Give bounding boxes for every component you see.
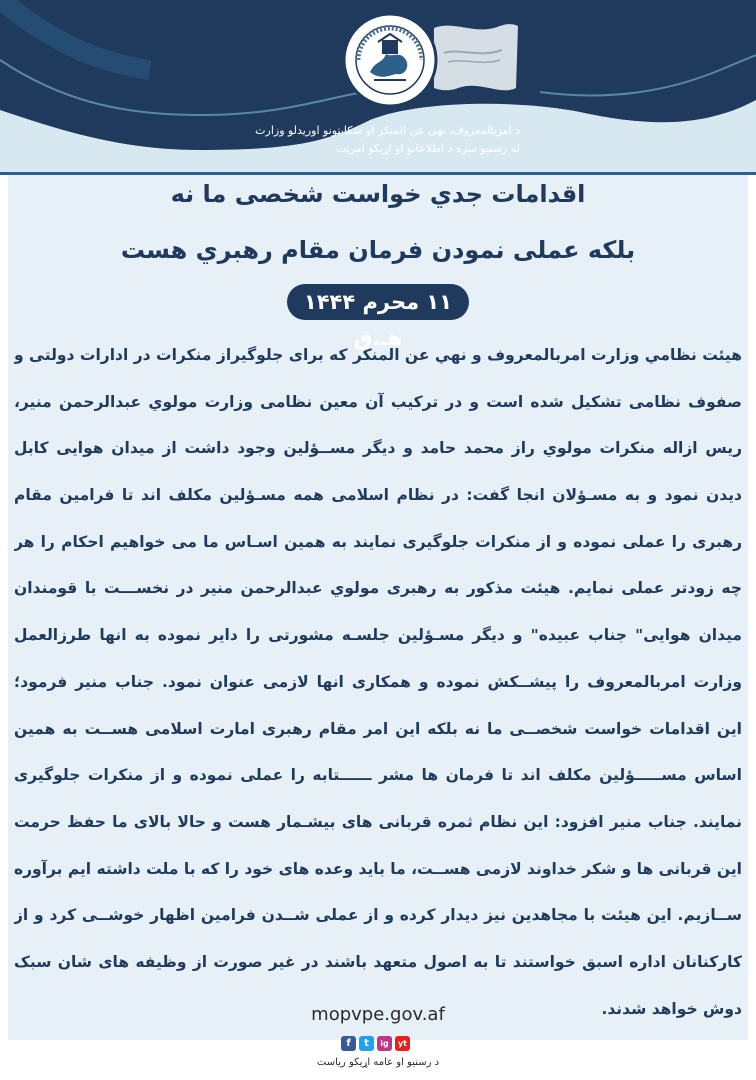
instagram-icon[interactable]: ig [377, 1036, 392, 1051]
article-line: ریس ازاله منکرات مولوي راز محمد حامد و دیگر مســؤلین وجود داشت از میدان هوایی کابل [14, 439, 742, 458]
article-line: نمایند. جناب منیر افزود: این نظام ثمره قربانی های بیشـمار هست و حالا بالای ما حفظ حرمت [14, 812, 742, 831]
twitter-icon[interactable]: t [359, 1036, 374, 1051]
article-line: چه زودتر عملی نمایم. هیئت مذکور به رهبری مولوي عبدالرحمن منیر در نخســـت با قومندان [14, 579, 742, 598]
article-line: این اقدامات خواست شخصــی ما نه بلکه این امر مقام رهبری امارت اسلامی هســت به همین [14, 719, 742, 738]
ministry-name: د امربالمعروف، نهی عن المنکر او شکایتونو اوریدلو وزارت [255, 124, 520, 137]
article-line: دوش خواهد شدند. [601, 999, 742, 1018]
article-line: دیدن نمود و به مسـؤلان انجا گفت: در نظام اسلامی همه مسـؤلین مکلف اند تا فرامین مقام [14, 486, 742, 505]
footer-department: د رسنیو او عامه اړیکو ریاست [316, 1057, 440, 1068]
article-date-badge: ١١ محرم ١۴۴۴ هـ.ق [287, 284, 469, 320]
article-line: اساس مســـــؤلین مکلف اند تا فرمان ها مشر ــــــتابه را عملی نموده و از منکرات جلوگیری [14, 766, 742, 785]
article-line: میدان هوایی" جناب عبیده" و دیگر مسـؤلین جلسـه مشورتی را دایر نموده به انها طرزالعمل [14, 626, 742, 645]
youtube-icon[interactable]: yt [395, 1036, 410, 1051]
article-line: ســازیم. این هیئت با مجاهدین نیز دیدار کرده و از عملی شــدن فرامین اظهار خوشــی کرد و از [14, 906, 742, 925]
article-line: این قربانی ها و شکر خداوند لازمی هســت، ما باید وعده های خود را که با ملت داشته ایم برآوره [14, 859, 742, 878]
website-url[interactable]: mopvpe.gov.af [311, 1004, 445, 1025]
article-line: وزارت امربالمعروف را پیشــکش نموده و همکاری انها لازمی عنوان نمود. جناب منیر فرمود؛ [14, 672, 742, 691]
emirate-flag-image [430, 18, 520, 98]
facebook-icon[interactable]: f [341, 1036, 356, 1051]
article-title-line-2: بلکه عملی نمودن فرمان مقام رهبري هست [120, 236, 636, 264]
article-line: صفوف نظامی تشکیل شده است و در ترکیب آن معین نظامی وزارت مولوي عبدالرحمن منیر، [14, 392, 742, 411]
ministry-seal-logo [340, 10, 440, 110]
directorate-name: له رسنیو سره د اطلاعاتو او اړیکو امریت [335, 142, 520, 155]
header-divider-band [0, 160, 756, 172]
article-title-line-1: اقدامات جدي خواست شخصی ما نه [170, 180, 586, 208]
article-line: هیئت نظامي وزارت امربالمعروف و نهي عن المنکر که برای جلوگیراز منکرات در ادارات دولتی و [14, 346, 742, 364]
article-line: کارکنانان اداره اسبق خواستند تا به اصول متعهد باشند در غیر صورت از وظیفه های شان سبک [14, 952, 742, 971]
social-icons [341, 1036, 410, 1054]
article-body [14, 332, 742, 1032]
article-line: رهبری را عملی نموده و از منکرات جلوگیری نمایند به همین اسـاس ما می خواهیم احکام را هر [14, 532, 742, 551]
